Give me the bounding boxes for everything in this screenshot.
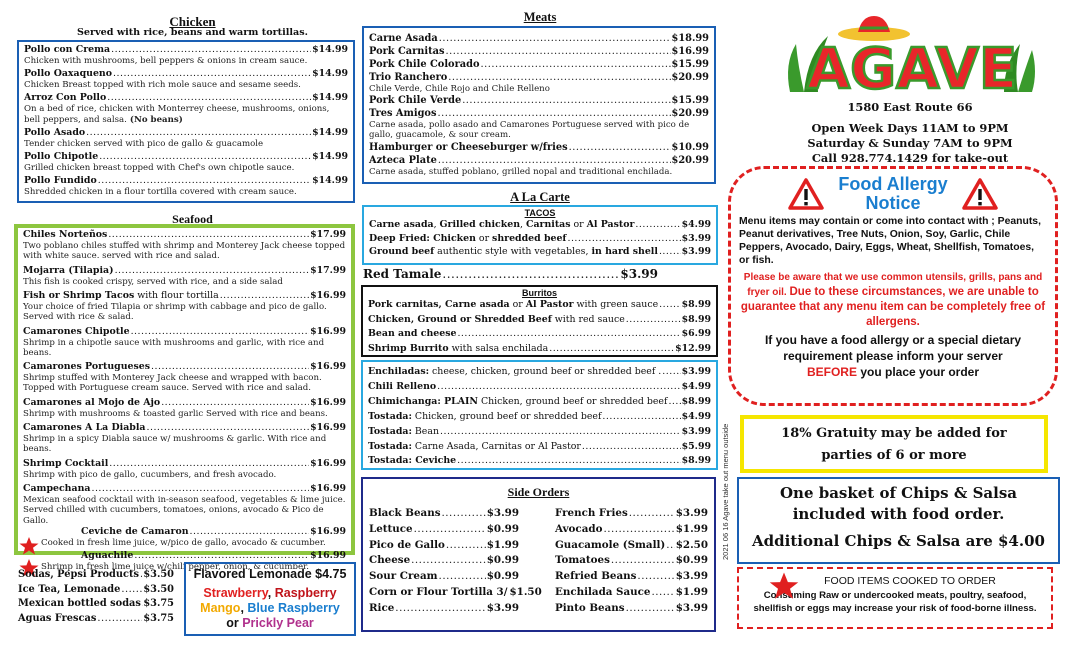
menu-item [368, 425, 711, 440]
item-price: $3.75 [143, 612, 174, 624]
meats-title: Meats [523, 10, 557, 24]
side-orders-title: Side Orders [507, 485, 570, 499]
item-price: $3.99 [486, 507, 519, 519]
item-name: Shrimp Burrito with salsa enchilada [368, 342, 549, 354]
item-price: $16.99 [310, 483, 346, 495]
item-name: Arroz Con Pollo [24, 92, 107, 104]
item-name: Pork Chile Colorado [369, 59, 480, 70]
allergy-before: BEFORE [806, 365, 857, 379]
item-price: $3.50 [143, 583, 174, 595]
leader-dots [582, 440, 681, 455]
item-name: Campechana [23, 483, 91, 495]
menu-item [555, 601, 708, 617]
leader-dots [115, 265, 310, 277]
item-name: Chiles Norteños [23, 229, 108, 240]
seafood-box [14, 224, 355, 572]
menu-item [23, 229, 346, 241]
item-price: $20.99 [671, 154, 709, 166]
item-name: Pollo Chipotle [24, 151, 99, 163]
allergy-notice [728, 166, 1058, 406]
menu-item [24, 151, 348, 163]
menu-item [23, 397, 346, 409]
tacos-title: TACOS [524, 208, 556, 218]
item-name: Aguas Frescas [18, 612, 97, 624]
item-name: Chimichanga: PLAIN Chicken, ground beef or shredded beef [368, 395, 668, 407]
menu-item [18, 612, 174, 627]
menu-item: Aguachile ..... $16.99 [41, 550, 346, 562]
leader-dots [651, 585, 674, 601]
item-desc: Grilled chicken breast topped with Chef's own chipotle sauce. [24, 163, 295, 174]
alacarte-title: A La Carte [510, 190, 570, 204]
item-name: Deep Fried: Chicken or shredded beef [369, 232, 567, 244]
leader-dots [603, 522, 674, 538]
menu-item [369, 94, 709, 107]
red-tamale: Red Tamale ..... $3.99 [363, 267, 658, 282]
item-name: Carne asada, Grilled chicken, Carnitas or Al Pastor [369, 219, 635, 230]
leader-dots [659, 245, 681, 259]
allergy-title: Food Allergy [838, 174, 948, 194]
item-price: $16.99 [310, 396, 346, 408]
leader-dots [611, 553, 675, 569]
allergy-body: Menu items may contain or come into contact with ; Peanuts, Peanut derivatives, Tree Nuts, Onion, Soy, Garlic, Chile Peppers, Avocado, Dairy, Eggs, Wheat, Shellfish, Tomatoes, or fish. [739, 216, 1041, 266]
item-price: $3.99 [681, 232, 711, 244]
item-price: $0.99 [486, 570, 519, 583]
item-desc: Carne asada, stuffed poblano, grilled nopal and traditional enchilada. [369, 166, 673, 177]
item-desc: Your choice of fried Tilapia or shrimp with cabbage and pico de gallo. Served with rice & salad. [23, 301, 327, 323]
menu-item [369, 245, 711, 259]
item-price: $1.99 [486, 538, 519, 551]
item-name: Mojarra (Tilapia) [23, 264, 114, 276]
leader-dots [146, 422, 309, 434]
item-price: $3.99 [681, 366, 711, 377]
item-name: Ice Tea, Lemonade [18, 583, 121, 595]
leader-dots [602, 410, 680, 425]
item-price: $2.50 [675, 538, 708, 551]
item-name: Pinto Beans [555, 601, 625, 614]
leader-dots [446, 538, 486, 554]
leader-dots [662, 365, 680, 380]
address: 1580 East Route 66 [847, 100, 973, 114]
chips-box [737, 477, 1060, 564]
item-price: $4.99 [681, 410, 711, 422]
item-price: $1.99 [675, 522, 708, 535]
burritos-title: Burritos [521, 288, 557, 298]
menu-item [369, 58, 709, 71]
item-desc: Shrimp stuffed with Monterey Jack cheese and wrapped with bacon. Topped with Portuguese cream sauce. Served with rice and salad. [23, 373, 322, 394]
item-name: Camarones Chipotle [23, 325, 130, 337]
item-price: $16.99 [310, 289, 346, 301]
chicken-box [17, 40, 355, 203]
allergy-title-2: Notice [865, 193, 921, 213]
item-price: $0.99 [486, 554, 519, 567]
item-price: $14.99 [312, 126, 348, 138]
item-name: Sour Cream [369, 570, 438, 583]
item-name: Mexican bottled sodas [18, 598, 141, 609]
item-name: Lettuce [369, 522, 413, 535]
item-name: Pico de Gallo [369, 538, 445, 551]
item-name: Sodas, Pepsi Products [18, 569, 140, 580]
item-name: Fish or Shrimp Tacos with flour tortilla [23, 289, 219, 301]
leader-dots [439, 569, 486, 585]
menu-item [555, 538, 708, 554]
item-price: $15.99 [671, 59, 709, 70]
item-price: $6.99 [681, 328, 711, 339]
leader-dots [666, 538, 674, 554]
agave-logo [782, 14, 1042, 94]
leader-dots [567, 232, 680, 246]
chicken-subtitle: Served with rice, beans and warm tortillas. [77, 27, 308, 38]
item-name: Enchilada Sauce [555, 585, 651, 598]
leader-dots [439, 32, 671, 45]
leader-dots [457, 327, 680, 342]
chips-line2: included with food order. [792, 505, 1005, 523]
leader-dots [140, 568, 142, 583]
item-name: Camarones al Mojo de Ajo [23, 396, 161, 408]
item-desc: Shrimp in a chipotle sauce with mushrooms and garlic, with rice and beans. [23, 337, 325, 358]
leader-dots [414, 522, 486, 538]
menu-item [369, 71, 709, 84]
item-name: Pollo Oaxaqueno [24, 68, 113, 80]
menu-item [23, 265, 346, 277]
menu-item [18, 597, 174, 612]
item-name: Camarones A La Diabla [23, 422, 146, 434]
star-icon [769, 571, 799, 601]
item-price: $16.99 [310, 457, 346, 469]
item-name: Pollo con Crema [24, 44, 111, 55]
item-price: $5.99 [681, 440, 711, 452]
item-name: Tostada: Ceviche [368, 455, 457, 467]
item-price: $1.99 [675, 585, 708, 598]
item-name: Tostada: Chicken, ground beef or shredded beef [368, 410, 602, 422]
item-desc: Two poblano chiles stuffed with shrimp and Monterey Jack cheese topped with white sauce. served with rice and salad. [23, 241, 346, 262]
leader-dots [107, 92, 311, 104]
menu-item [369, 32, 709, 45]
leader-dots [629, 506, 675, 522]
menu-item [23, 483, 346, 495]
menu-item [368, 313, 711, 328]
item-name: Pork Chile Verde [369, 95, 462, 107]
chips-line1: One basket of Chips & Salsa [779, 484, 1018, 502]
item-price: $3.99 [681, 246, 711, 257]
cooked-title: FOOD ITEMS COOKED TO ORDER [824, 575, 996, 587]
leader-dots [111, 44, 311, 56]
menu-item [23, 326, 346, 338]
menu-item [368, 410, 711, 425]
item-price: $8.99 [681, 313, 711, 325]
item-name: Tomatoes [555, 554, 610, 567]
item-price: $17.99 [310, 264, 346, 276]
leader-dots [448, 71, 670, 84]
leader-dots [395, 601, 485, 617]
leader-dots [98, 175, 311, 187]
item-name: Corn or Flour Tortilla 3/ [369, 585, 508, 598]
item-price: $12.99 [675, 342, 711, 354]
menu-item: Ceviche de Camaron ..... $16.99 [41, 526, 346, 538]
leader-dots [457, 454, 681, 469]
logo-text: AGAVE [806, 37, 1018, 94]
lemonade-title: Flavored Lemonade $4.75 [193, 567, 347, 581]
gratuity-line1: 18% Gratuity may be added for [781, 426, 1007, 441]
leader-dots [626, 313, 681, 328]
leader-dots [481, 58, 671, 71]
menu-item [368, 365, 711, 380]
item-desc: Chicken Breast topped with rich mole sauce and sesame seeds. [24, 80, 301, 91]
item-price: $3.75 [143, 598, 174, 609]
leader-dots [121, 583, 142, 598]
menu-item [555, 585, 708, 601]
item-desc: On a bed of rice, chicken with Monterrey cheese, mushrooms, onions, bell peppers, and salsa. (No beans) [24, 104, 330, 125]
leader-dots [113, 68, 311, 80]
item-price: $18.99 [671, 33, 709, 44]
item-desc: Shrimp in fresh lime juice w/chili pepper, onion, & cucumber. [41, 561, 309, 572]
leader-dots [86, 127, 311, 139]
item-name: Tostada: Carne Asada, Carnitas or Al Pastor [368, 440, 581, 452]
item-price: $20.99 [671, 72, 709, 83]
warning-icon [788, 178, 824, 210]
leader-dots [549, 342, 674, 357]
leader-dots [97, 612, 142, 627]
leader-dots [108, 229, 309, 241]
leader-dots [442, 506, 486, 522]
chicken-title: Chicken [169, 14, 216, 29]
menu-item [368, 380, 711, 395]
item-price: $16.99 [310, 361, 346, 373]
menu-item [18, 568, 174, 583]
item-desc: Chile Verde, Chile Rojo and Chile Relleno [369, 84, 550, 94]
menu-item [24, 68, 348, 80]
item-name: Cheese [369, 554, 411, 567]
leader-dots [659, 298, 681, 313]
item-name: Chili Relleno [368, 380, 437, 392]
menu-item [369, 506, 519, 522]
item-name: Enchiladas: cheese, chicken, ground beef or shredded beef . [368, 366, 662, 377]
item-name: Pork Carnitas [369, 46, 445, 57]
leader-dots [109, 458, 309, 470]
item-price: $14.99 [312, 68, 348, 80]
menu-item [24, 44, 348, 56]
star-icon [19, 536, 39, 556]
menu-item [369, 553, 519, 569]
leader-dots [440, 425, 681, 440]
leader-dots [91, 483, 309, 495]
menu-item [23, 458, 346, 470]
item-name: Trio Ranchero [369, 72, 448, 83]
item-name: Hamburger or Cheeseburger w/fries [369, 141, 568, 153]
gratuity-box [740, 415, 1048, 473]
item-desc: Shrimp with mushrooms & toasted garlic Served with rice and beans. [23, 408, 328, 419]
item-name: Black Beans [369, 507, 441, 519]
hours-weekend: Saturday & Sunday 7AM to 9PM [807, 136, 1013, 150]
leader-dots [438, 154, 671, 167]
leader-dots [437, 380, 681, 395]
drinks-list [18, 568, 174, 626]
item-name: Pork carnitas, Carne asada or Al Pastor with green sauce [368, 299, 659, 310]
item-price: $3.99 [675, 570, 708, 583]
item-desc: Shredded chicken in a flour tortilla covered with cream sauce. [24, 187, 297, 198]
hours-weekdays: Open Week Days 11AM to 9PM [811, 121, 1009, 135]
seafood-title: Seafood [172, 212, 213, 226]
chips-line3: Additional Chips & Salsa are $4.00 [752, 532, 1045, 550]
item-price: $3.99 [681, 425, 711, 437]
item-name: Chicken, Ground or Shredded Beef with red sauce [368, 313, 625, 325]
leader-dots [668, 395, 680, 410]
item-name: Carne Asada [369, 33, 438, 44]
item-name: Azteca Plate [369, 154, 437, 166]
menu-item [555, 506, 708, 522]
side-orders-box [361, 477, 716, 632]
menu-item [369, 538, 519, 554]
allergy-warning: Please be aware that we use common utensils, grills, pans and fryer oil. [743, 272, 1043, 298]
leader-dots [220, 290, 309, 302]
menu-item [368, 342, 711, 357]
item-price: $3.99 [675, 601, 708, 614]
item-desc: Cooked in fresh lime juice, w/pico de gallo, avocado & cucumber. [41, 537, 326, 548]
vertical-note: 2021 06 16 Agave take out menu outside [721, 423, 730, 560]
item-name: Rice [369, 601, 395, 614]
item-price: $20.99 [671, 108, 709, 120]
item-price: $8.99 [681, 395, 711, 407]
cooked-body: Consuming Raw or undercooked meats, poultry, seafood, shellfish or eggs may increase your risk of food-borne illness. [753, 590, 1037, 614]
brand-info [760, 100, 1060, 166]
menu-item [369, 141, 709, 154]
item-desc: Chicken with mushrooms, bell peppers & onions in cream sauce. [24, 56, 308, 66]
phone: Call 928.774.1429 for take-out [811, 151, 1009, 165]
leader-dots [99, 151, 311, 163]
item-name: Tres Amigos [369, 108, 437, 120]
item-name: Camarones Portugueses [23, 361, 151, 373]
leader-dots [411, 553, 486, 569]
item-desc: Shrimp with pico de gallo, cucumbers, and fresh avocado. [23, 469, 277, 480]
menu-item [368, 440, 711, 455]
item-name: Ground beef authentic style with vegetables, in hard shell [369, 246, 658, 257]
leader-dots [151, 361, 309, 373]
menu-item [368, 454, 711, 469]
item-name: Shrimp Cocktail [23, 457, 109, 469]
leader-dots [569, 141, 671, 154]
item-price: $16.99 [310, 325, 346, 337]
tacos-box [362, 205, 718, 265]
menu-item [368, 327, 711, 342]
menu-item [555, 553, 708, 569]
item-desc: Carne asada, pollo asado and Camarones Portuguese served with pico de gallo, guacamole, & sour cream. [369, 120, 690, 141]
leader-dots [462, 94, 670, 107]
leader-dots [161, 397, 309, 409]
item-price: $14.99 [312, 175, 348, 187]
alacarte-others-box [361, 360, 718, 470]
item-price: $1.50 [509, 585, 542, 598]
menu-item [369, 601, 519, 617]
menu-item [24, 175, 348, 187]
allergy-request-2: you place your order [856, 365, 980, 379]
lemonade-box: Flavored Lemonade $4.75 Strawberry, Raspberry Mango, Blue Raspberry or Prickly Pear [184, 562, 356, 636]
item-price: $14.99 [312, 44, 348, 55]
menu-item [23, 361, 346, 373]
menu-item [23, 290, 346, 302]
leader-dots [635, 218, 680, 232]
menu-item [369, 154, 709, 167]
menu-item [369, 569, 519, 585]
menu-item [369, 232, 711, 246]
item-price: $4.99 [681, 219, 711, 230]
allergy-request: If you have a food allergy or a special dietary requirement please inform your server [764, 333, 1022, 363]
item-name: Tostada: Bean [368, 425, 439, 437]
item-name: Pollo Fundido [24, 175, 97, 187]
warning-icon [962, 178, 998, 210]
leader-dots [131, 326, 310, 338]
menu-item [369, 218, 711, 232]
gratuity-line2: parties of 6 or more [821, 448, 967, 463]
menu-item [369, 45, 709, 58]
item-price: $16.99 [310, 422, 346, 434]
menu-item [18, 583, 174, 598]
item-price: $10.99 [671, 141, 709, 153]
item-price: $14.99 [312, 92, 348, 104]
menu-item [555, 522, 708, 538]
menu-item [369, 585, 542, 601]
item-price: $8.99 [681, 455, 711, 467]
item-price: $14.99 [312, 151, 348, 163]
item-desc: This fish is cooked crispy, served with rice, and a side salad [23, 276, 283, 287]
item-price: $3.99 [675, 507, 708, 519]
item-desc: Shrimp in a spicy Diabla sauce w/ mushrooms & garlic. With rice and beans. [23, 434, 327, 455]
menu-item [369, 107, 709, 120]
menu-item [23, 422, 346, 434]
meats-box [362, 26, 716, 184]
item-name: Guacamole (Small) [555, 538, 666, 551]
leader-dots [626, 601, 675, 617]
item-price: $15.99 [671, 95, 709, 107]
leader-dots [446, 45, 671, 58]
item-desc: Mexican seafood cocktail with in-season seafood, vegetables & lime juice. Served chilled with cucumbers, tomatoes, onions, avocado & Pico de Gallo. [23, 495, 346, 526]
menu-item [368, 395, 711, 410]
item-name: Refried Beans [555, 570, 637, 583]
item-price: $3.99 [486, 601, 519, 614]
menu-item [368, 298, 711, 313]
item-price: $8.99 [681, 299, 711, 310]
cooked-to-order [737, 567, 1053, 629]
item-name: Avocado [555, 522, 603, 535]
item-price: $0.99 [675, 554, 708, 567]
item-price: $16.99 [671, 46, 709, 57]
item-price: $0.99 [486, 522, 519, 535]
menu-item [555, 569, 708, 585]
leader-dots [438, 107, 671, 120]
item-desc: Tender chicken served with pico de gallo & guacamole [24, 138, 264, 149]
menu-item [24, 127, 348, 139]
menu-item [369, 522, 519, 538]
item-price: $3.50 [143, 569, 174, 580]
menu-item [24, 92, 348, 104]
leader-dots [637, 569, 674, 585]
burritos-box [361, 285, 718, 357]
item-name: Pollo Asado [24, 126, 86, 138]
item-price: $17.99 [310, 229, 346, 240]
item-name: Bean and cheese [368, 328, 457, 339]
allergy-warning-2: Due to these circumstances, we are unable to guarantee that any menu item can be completely free of allergens. [740, 286, 1046, 328]
item-price: $4.99 [681, 380, 711, 392]
item-name: French Fries [555, 507, 628, 519]
